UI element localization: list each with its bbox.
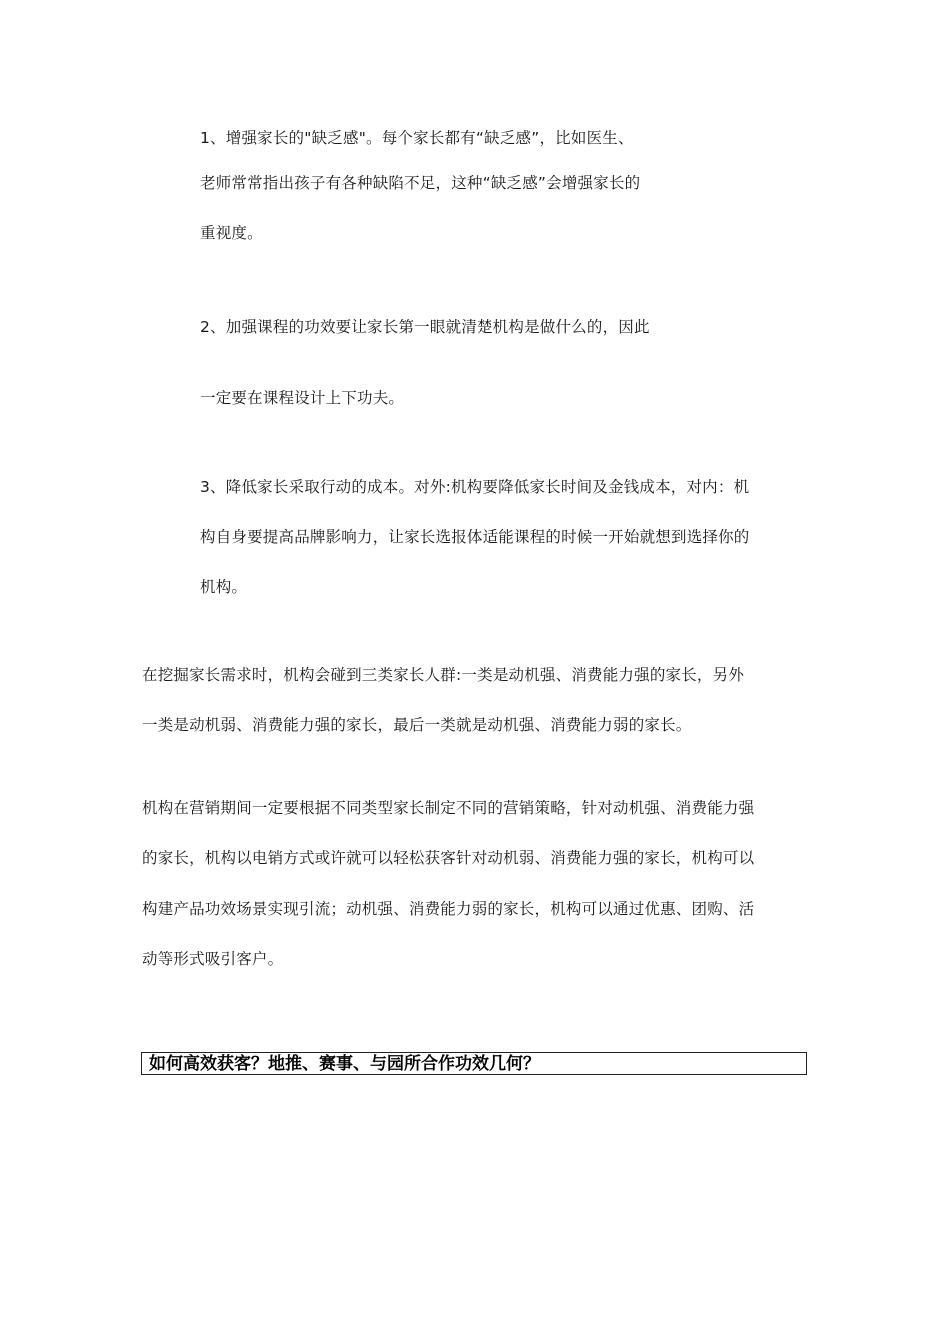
point-2-line-1: 2、加强课程的功效要让家长第一眼就清楚机构是做什么的，因此 [200,318,650,336]
point-1-line-2: 老师常常指出孩子有各种缺陷不足，这种“缺乏感”会增强家长的 [200,174,641,192]
section-heading: 如何高效获客？地推、赛事、与园所合作功效几何？ [149,1054,540,1074]
point-1-line-1: 1、增强家长的"缺乏感"。每个家长都有“缺乏感”，比如医生、 [200,129,634,147]
paragraph-2-line-2: 的家长，机构以电销方式或许就可以轻松获客针对动机弱、消费能力强的家长，机构可以 [142,849,755,867]
section-heading-box [141,1052,807,1075]
paragraph-2-line-1: 机构在营销期间一定要根据不同类型家长制定不同的营销策略，针对动机强、消费能力强 [142,799,755,817]
paragraph-2-line-4: 动等形式吸引客户。 [142,950,284,968]
point-3-line-3: 机构。 [200,578,248,596]
point-1-line-3: 重视度。 [200,224,263,242]
point-3-line-2: 构自身要提高品牌影响力，让家长选报体适能课程的时候一开始就想到选择你的 [200,528,750,546]
paragraph-2-line-3: 构建产品功效场景实现引流；动机强、消费能力弱的家长，机构可以通过优惠、团购、活 [142,900,755,918]
point-2-line-2: 一定要在课程设计上下功夫。 [200,389,405,407]
paragraph-1-line-1: 在挖掘家长需求时，机构会碰到三类家长人群:一类是动机强、消费能力强的家长，另外 [142,666,745,684]
paragraph-1-line-2: 一类是动机弱、消费能力强的家长，最后一类就是动机强、消费能力弱的家长。 [142,716,692,734]
point-3-line-1: 3、降低家长采取行动的成本。对外:机构要降低家长时间及金钱成本，对内：机 [200,478,750,496]
